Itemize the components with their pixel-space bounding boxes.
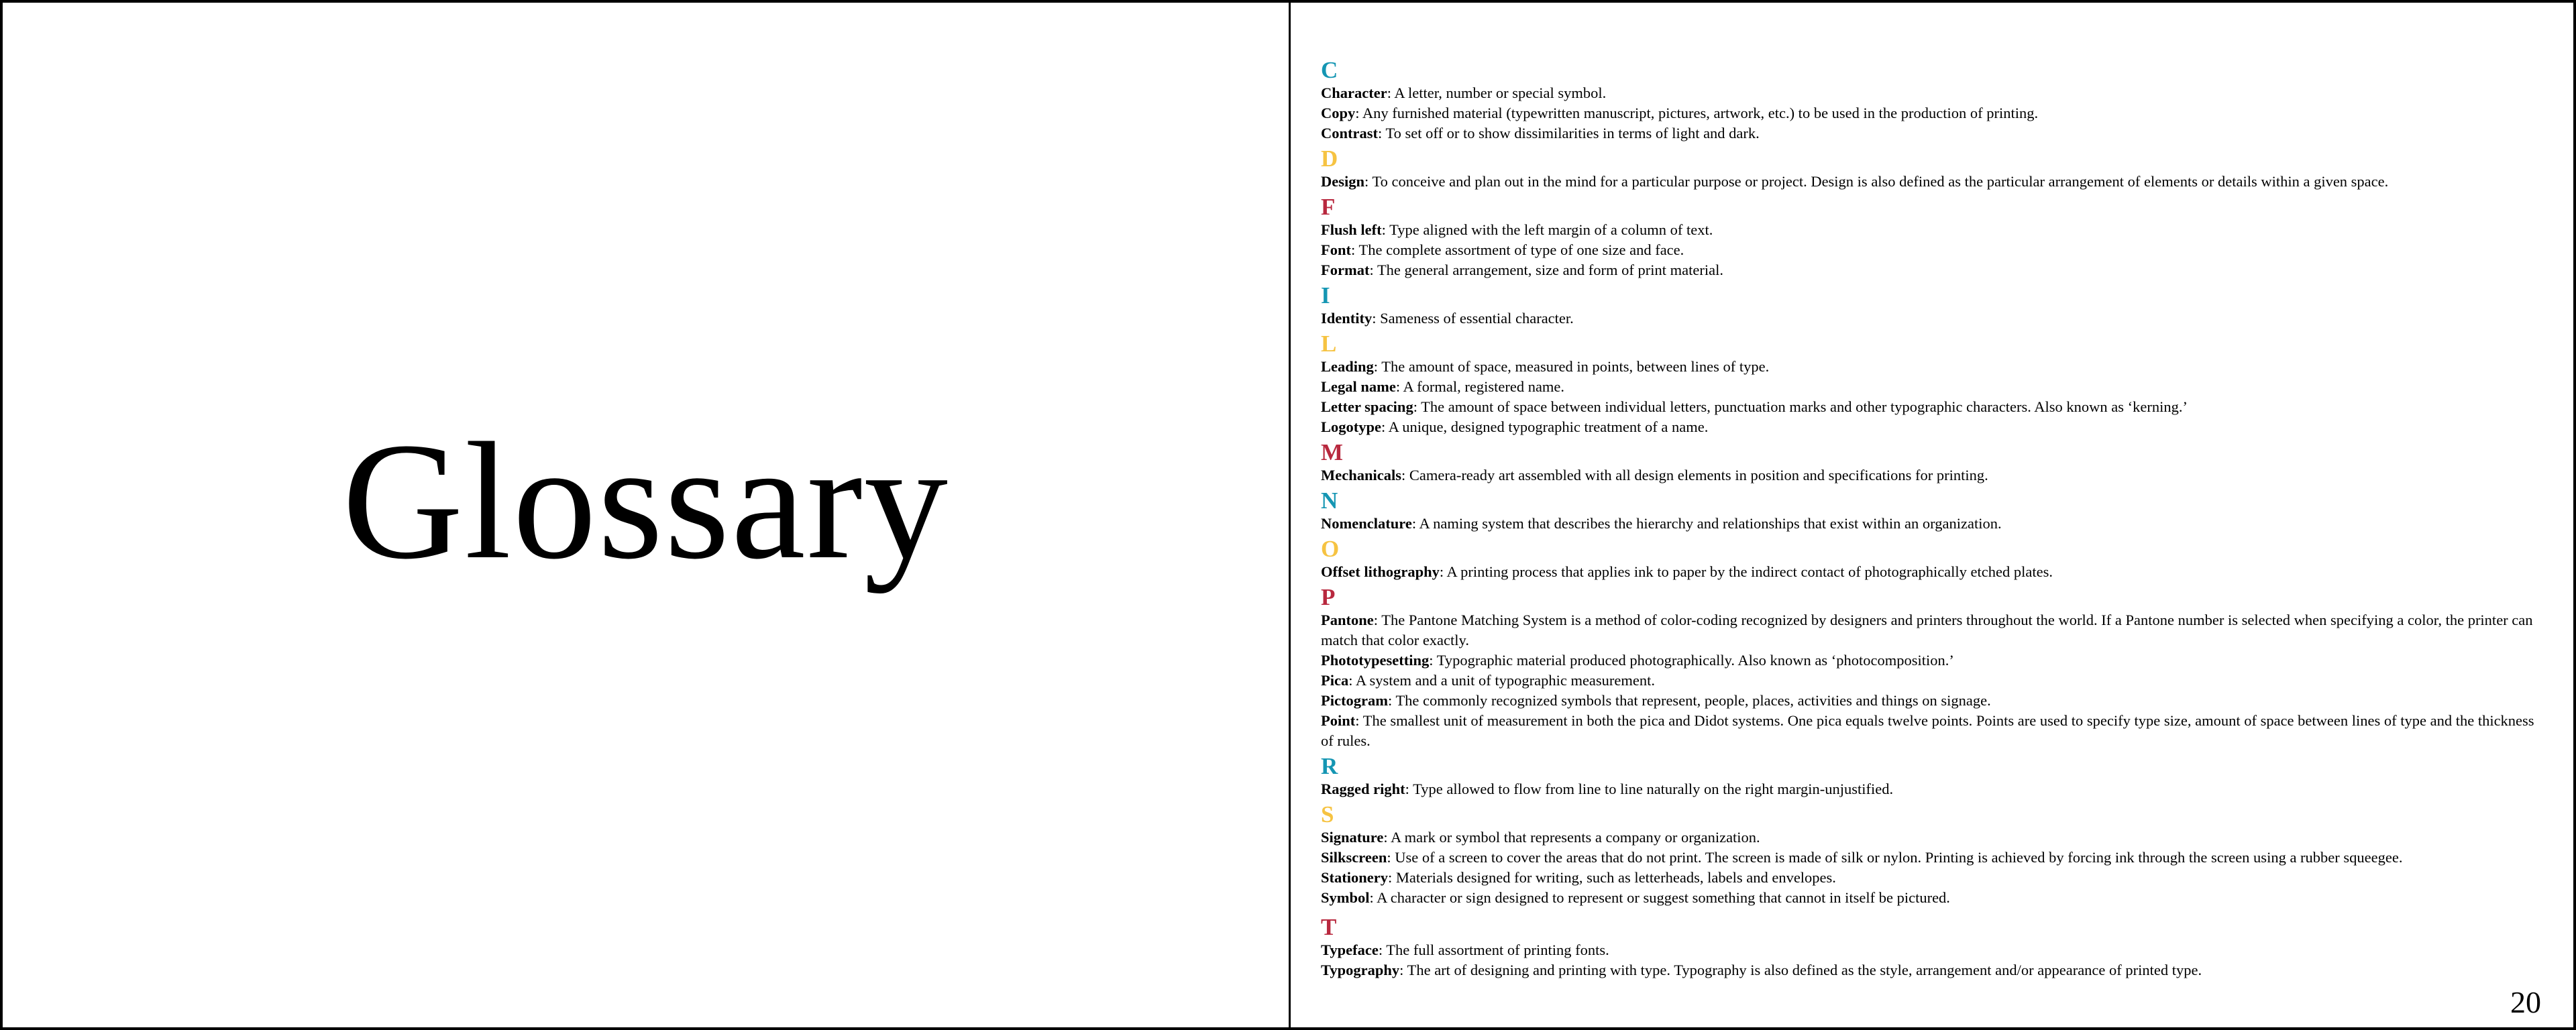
entry-term: Pantone — [1321, 612, 1374, 628]
entry-definition: : Type aligned with the left margin of a column of text. — [1381, 221, 1713, 238]
glossary-entry — [1321, 240, 2544, 260]
glossary-entry — [1321, 868, 2544, 888]
glossary-list — [1321, 58, 2544, 980]
entry-term: Logotype — [1321, 418, 1381, 435]
glossary-section-n — [1321, 488, 2544, 534]
entry-term: Design — [1321, 173, 1365, 190]
entry-definition: : The commonly recognized symbols that represent, people, places, activities and things on signage. — [1387, 692, 1991, 709]
glossary-entry — [1321, 465, 2544, 485]
glossary-entry — [1321, 357, 2544, 377]
page-number: 20 — [2510, 985, 2541, 1019]
glossary-entry — [1321, 103, 2544, 123]
glossary-entry — [1321, 779, 2544, 799]
glossary-entry — [1321, 377, 2544, 397]
glossary-section-c — [1321, 58, 2544, 144]
entry-definition: : A naming system that describes the hierarchy and relationships that exist within an organization. — [1411, 515, 2002, 532]
entry-definition: : The Pantone Matching System is a method of color-coding recognized by designers and printers throughout the world. If a Pantone number is selected when specifying a color, the printer can match that color exactly. — [1321, 612, 2533, 648]
glossary-entry — [1321, 888, 2544, 908]
entry-definition: : A unique, designed typographic treatment of a name. — [1381, 418, 1709, 435]
entry-definition: : Use of a screen to cover the areas that do not print. The screen is made of silk or nylon. Printing is achieved by forcing ink through the screen using a rubber squeegee. — [1387, 849, 2403, 866]
entry-term: Copy — [1321, 105, 1356, 121]
glossary-entry — [1321, 650, 2544, 671]
section-letter: L — [1321, 331, 1337, 357]
section-letter: N — [1321, 488, 1338, 514]
glossary-entry — [1321, 123, 2544, 144]
entry-term: Format — [1321, 262, 1370, 278]
entry-definition: : Any furnished material (typewritten manuscript, pictures, artwork, etc.) to be used in the production of printing. — [1355, 105, 2039, 121]
entry-definition: : A mark or symbol that represents a company or organization. — [1383, 829, 1760, 846]
entry-definition: : Type allowed to flow from line to line naturally on the right margin-unjustified. — [1405, 781, 1894, 797]
glossary-entry — [1321, 610, 2544, 650]
glossary-entry — [1321, 691, 2544, 711]
glossary-section-p — [1321, 585, 2544, 751]
entry-term: Contrast — [1321, 125, 1378, 141]
entry-term: Leading — [1321, 358, 1374, 375]
entry-definition: : The complete assortment of type of one size and face. — [1351, 241, 1684, 258]
glossary-section-t — [1321, 915, 2544, 980]
entry-definition: : A letter, number or special symbol. — [1387, 84, 1607, 101]
section-letter: M — [1321, 439, 1344, 465]
entry-definition: : To conceive and plan out in the mind for a particular purpose or project. Design is also defined as the particular arrangement of elements or details within a given space. — [1364, 173, 2389, 190]
glossary-entry — [1321, 417, 2544, 437]
entry-definition: : Materials designed for writing, such as letterheads, labels and envelopes. — [1388, 869, 1836, 886]
entry-term: Pica — [1321, 672, 1349, 689]
entry-term: Nomenclature — [1321, 515, 1412, 532]
glossary-section-m — [1321, 440, 2544, 485]
glossary-entry — [1321, 260, 2544, 280]
glossary-entry — [1321, 671, 2544, 691]
section-letter: T — [1321, 914, 1337, 940]
entry-definition: : The amount of space, measured in points, between lines of type. — [1373, 358, 1770, 375]
entry-term: Identity — [1321, 310, 1373, 327]
glossary-section-l — [1321, 331, 2544, 437]
glossary-entry — [1321, 172, 2544, 192]
glossary-entry — [1321, 940, 2544, 960]
glossary-section-i — [1321, 283, 2544, 329]
section-letter: C — [1321, 57, 1338, 83]
glossary-entry — [1321, 514, 2544, 534]
glossary-entry — [1321, 397, 2544, 417]
glossary-entry — [1321, 308, 2544, 329]
right-page — [1291, 3, 2573, 1027]
entry-definition: : A formal, registered name. — [1395, 378, 1565, 395]
entry-term: Stationery — [1321, 869, 1388, 886]
entry-term: Silkscreen — [1321, 849, 1387, 866]
entry-definition: : Camera-ready art assembled with all design elements in position and specifications for printing. — [1401, 467, 1988, 483]
glossary-entry — [1321, 960, 2544, 980]
glossary-section-r — [1321, 754, 2544, 799]
glossary-entry — [1321, 220, 2544, 240]
entry-definition: : The smallest unit of measurement in both the pica and Didot systems. One pica equals twelve points. Points are used to specify type size, amount of space between lines of type and the thickness of rules. — [1321, 712, 2534, 749]
entry-definition: : A character or sign designed to represent or suggest something that cannot in itself be pictured. — [1369, 889, 1950, 906]
glossary-entry — [1321, 83, 2544, 103]
entry-term: Phototypesetting — [1321, 652, 1430, 669]
entry-definition: : The full assortment of printing fonts. — [1378, 941, 1609, 958]
entry-term: Letter spacing — [1321, 398, 1413, 415]
entry-term: Ragged right — [1321, 781, 1405, 797]
entry-definition: : The general arrangement, size and form of print material. — [1369, 262, 1723, 278]
entry-term: Typography — [1321, 962, 1400, 978]
glossary-section-o — [1321, 536, 2544, 582]
entry-term: Legal name — [1321, 378, 1396, 395]
entry-term: Point — [1321, 712, 1356, 729]
section-letter: O — [1321, 536, 1340, 562]
entry-term: Offset lithography — [1321, 563, 1440, 580]
entry-definition: : Sameness of essential character. — [1372, 310, 1574, 327]
entry-term: Symbol — [1321, 889, 1370, 906]
entry-term: Character — [1321, 84, 1387, 101]
section-letter: S — [1321, 801, 1334, 827]
left-page — [3, 3, 1291, 1027]
glossary-entry — [1321, 711, 2544, 751]
glossary-entry — [1321, 848, 2544, 868]
entry-definition: : The amount of space between individual letters, punctuation marks and other typographic characters. Also known as ‘kerning.’ — [1413, 398, 2188, 415]
section-letter: D — [1321, 146, 1338, 172]
section-letter: F — [1321, 194, 1336, 220]
section-letter: I — [1321, 282, 1330, 308]
page-title: Glossary — [342, 408, 949, 594]
glossary-section-d — [1321, 146, 2544, 192]
section-letter: P — [1321, 584, 1336, 610]
glossary-section-f — [1321, 194, 2544, 280]
entry-definition: : A printing process that applies ink to paper by the indirect contact of photographically etched plates. — [1439, 563, 2053, 580]
entry-definition: : A system and a unit of typographic measurement. — [1348, 672, 1656, 689]
glossary-entry — [1321, 827, 2544, 848]
entry-definition: : The art of designing and printing with type. Typography is also defined as the style, arrangement and/or appearance of printed type. — [1399, 962, 2202, 978]
entry-term: Typeface — [1321, 941, 1379, 958]
glossary-section-s — [1321, 802, 2544, 908]
entry-term: Flush left — [1321, 221, 1382, 238]
section-letter: R — [1321, 753, 1338, 779]
glossary-entry — [1321, 562, 2544, 582]
entry-definition: : Typographic material produced photographically. Also known as ‘photocomposition.’ — [1429, 652, 1954, 669]
entry-term: Mechanicals — [1321, 467, 1401, 483]
entry-term: Pictogram — [1321, 692, 1388, 709]
entry-term: Font — [1321, 241, 1351, 258]
entry-term: Signature — [1321, 829, 1384, 846]
entry-definition: : To set off or to show dissimilarities in terms of light and dark. — [1378, 125, 1760, 141]
